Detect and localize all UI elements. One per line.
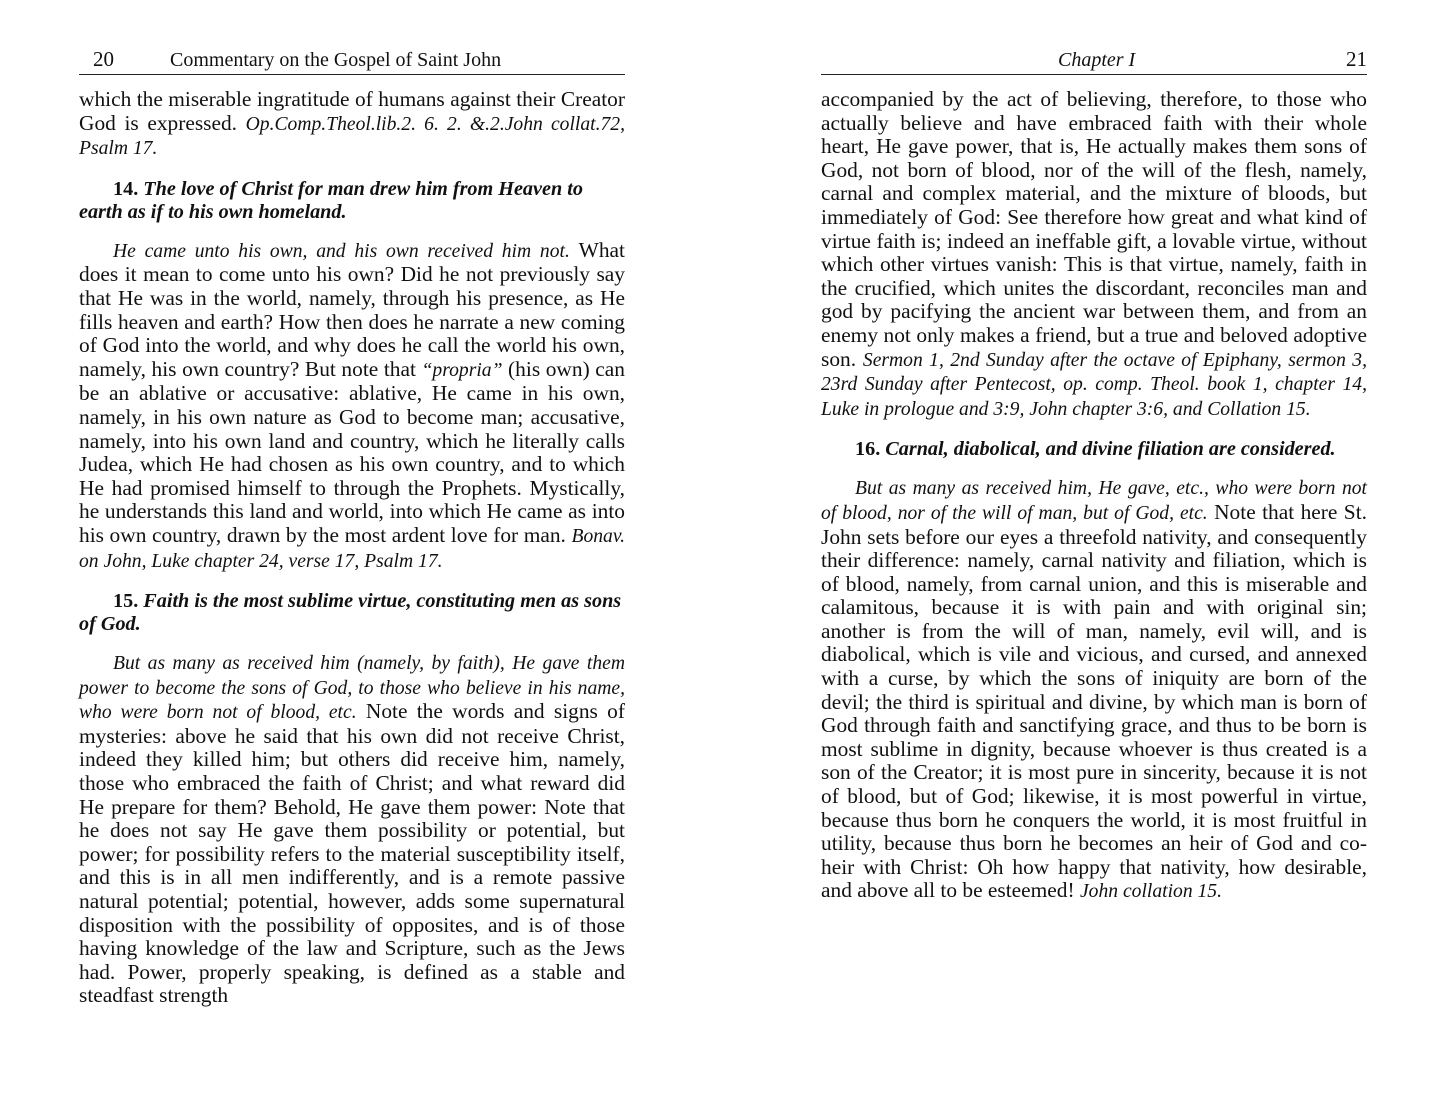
paragraph	[821, 88, 1367, 421]
running-head	[79, 44, 625, 75]
running-head-title: Chapter I	[1058, 49, 1136, 71]
scripture-quote: But as many as received him (namely, by faith), He gave them power to become the sons of God, to those who believe in his name, who were born not of blood, etc.	[79, 653, 625, 724]
section-title: Carnal, diabolical, and divine filiation are considered.	[885, 438, 1336, 461]
section-number: 15.	[113, 590, 139, 613]
citation: Bonav. on John, Luke chapter 24, verse 17, Psalm 17.	[79, 525, 625, 572]
paragraph	[79, 88, 625, 161]
paragraph-text: which the miserable ingratitude of humans against their Creator God is expressed.	[79, 87, 625, 135]
paragraph-text: Note that here St. John sets before our eyes a threefold nativity, and consequently their difference: namely, carnal nativity and filiation, which is of blood, namely, from carnal union, and this is miserable and calamitous, because it is with pain and with original sin; another is from the will of man, namely, evil will, and is diabolical, which is vile and vicious, and cursed, and annexed with a curse, by which the sons of iniquity are born of the devil; the third is spiritual and divine, by which man is born of God through faith and sanctifying grace, and thus to be born is most sublime in dignity, because whoever is thus created is a son of the Creator; it is most pure in sincerity, because it is not of blood, but of God; likewise, it is most powerful in virtue, because thus born he conquers the world, it is most fruitful in utility, because thus born he becomes an heir of God and co-heir with Christ: Oh how happy that nativity, how desirable, and above all to be esteemed!	[821, 499, 1367, 903]
section-heading-15	[79, 590, 625, 636]
running-head-title: Commentary on the Gospel of Saint John	[170, 49, 502, 71]
citation: Op.Comp.Theol.lib.2. 6. 2. &.2.John collat.72, Psalm 17.	[79, 113, 625, 160]
citation: John collation 15.	[1079, 881, 1223, 903]
section-heading-16	[821, 438, 1367, 461]
paragraph-text: What does it mean to come unto his own? Did he not previously say that He was in the world, namely, through his presence, as He fills heaven and earth? How then does he narrate a new coming of God into the world, and why does he call the world his own, namely, his own country? But note that	[79, 237, 625, 381]
scripture-quote: He came unto his own, and his own received him not.	[113, 240, 570, 262]
page-number: 20	[93, 47, 114, 71]
running-head	[821, 44, 1367, 75]
section-title: The love of Christ for man drew him from Heaven to earth as if to his own homeland.	[79, 177, 583, 223]
section-number: 16.	[855, 438, 881, 461]
section-heading-14	[79, 178, 625, 224]
paragraph-text: accompanied by the act of believing, therefore, to those who actually believe and have embraced faith with their whole heart, He gave power, that is, He actually makes them sons of God, not born of blood, nor of the will of the flesh, namely, carnal and complex material, and the mixture of bloods, but immediately of God: See therefore how great and what kind of virtue faith is; indeed an ineffable gift, a lovable virtue, without which other virtues vanish: This is that virtue, namely, faith in the crucified, which unites the discordant, reconciles man and god by pacifying the ancient war between them, and from an enemy not only makes a friend, but a true and beloved adoptive son.	[821, 87, 1367, 371]
page-number: 21	[1346, 47, 1367, 71]
scripture-quote: But as many as received him, He gave, etc., who were born not of blood, nor of the will of man, but of God, etc.	[821, 478, 1367, 524]
paragraph	[79, 239, 625, 573]
paragraph	[821, 476, 1367, 904]
left-page	[79, 44, 625, 1008]
page-content	[79, 75, 625, 1008]
page-content	[821, 75, 1367, 904]
section-title: Faith is the most sublime virtue, constituting men as sons of God.	[79, 590, 622, 636]
latin-term: “propria”	[421, 359, 503, 381]
citation: Sermon 1, 2nd Sunday after the octave of Epiphany, sermon 3, 23rd Sunday after Pentecost, op. comp. Theol. book 1, chapter 14, Luke in prologue and 3:9, John chapter 3:6, and Collation 15.	[821, 349, 1367, 420]
right-page	[821, 44, 1367, 904]
paragraph-text: Note the words and signs of mysteries: above he said that his own did not receive Christ, indeed they killed him; but others did receive him, namely, those who embraced the faith of Christ; and what reward did He prepare for them? Behold, He gave them power: Note that he does not say He gave them possibility or potential, but power; for possibility refers to the material susceptibility itself, and this is in all men indifferently, and is a remote passive natural potential; potential, however, adds some supernatural disposition with the possibility of opposites, and is of those having knowledge of the law and Scripture, such as the Jews had. Power, properly speaking, is defined as a stable and steadfast strength	[79, 699, 625, 1008]
paragraph	[79, 651, 625, 1008]
section-number: 14.	[113, 177, 139, 200]
paragraph-text: (his own) can be an ablative or accusative: ablative, He came in his own, namely, in his own nature as God to become man; accusative, namely, into his own land and country, which he literally calls Judea, which He had chosen as his own country, and to which He had promised himself to through the Prophets. Mystically, he understands this land and world, into which He came as into his own country, drawn by the most ardent love for man.	[79, 356, 625, 547]
